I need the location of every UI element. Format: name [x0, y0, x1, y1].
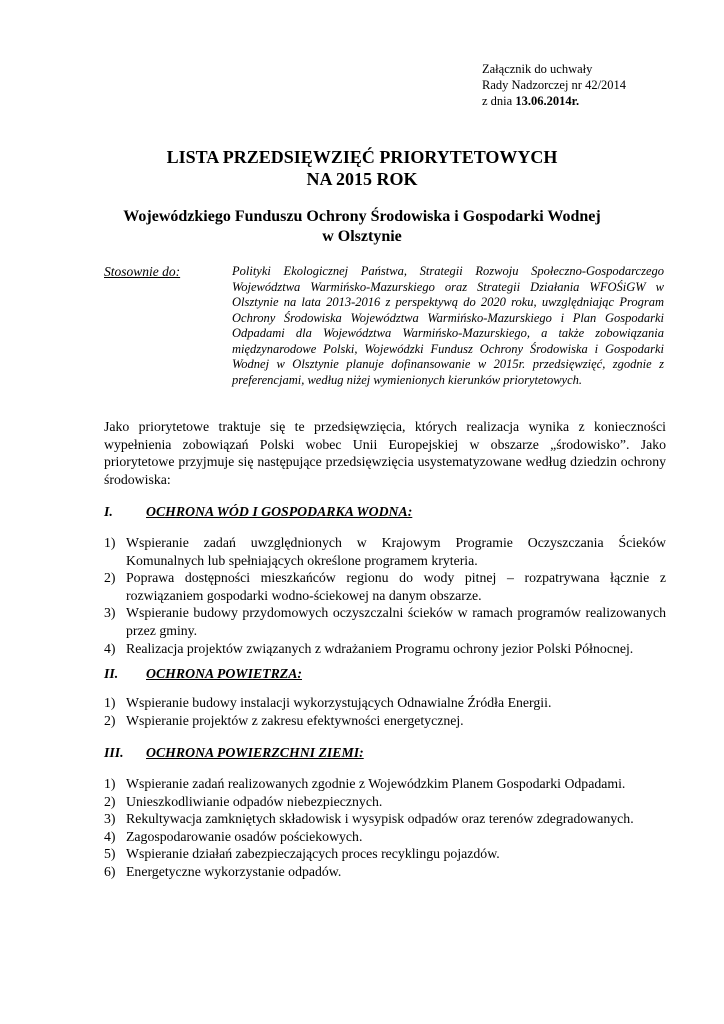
item-text: Unieszkodliwianie odpadów niebezpiecznych. [126, 793, 383, 809]
section-title: OCHRONA WÓD I GOSPODARKA WODNA: [146, 504, 413, 519]
section-list-2 [104, 694, 666, 729]
subtitle-line-1: Wojewódzkiego Funduszu Ochrony Środowiska i Gospodarki Wodnej [123, 208, 601, 225]
item-text: Wspieranie działań zabezpieczających proces recyklingu pojazdów. [126, 846, 500, 862]
item-text: Wspieranie zadań uwzględnionych w Krajowym Programie Oczyszczania Ścieków Komunalnych lub spełniających określone programem kryteria. [126, 535, 666, 568]
list-item [104, 569, 666, 604]
list-item [104, 640, 666, 658]
item-number: 4) [104, 828, 116, 844]
item-number: 2) [104, 570, 116, 586]
list-item [104, 694, 666, 712]
section-number: II. [104, 666, 119, 681]
section-number: III. [104, 745, 124, 760]
pursuant-label: Stosownie do: [104, 264, 181, 279]
list-item [104, 793, 666, 811]
annex-date: 13.06.2014r. [515, 94, 580, 108]
item-text: Realizacja projektów związanych z wdrażaniem Programu ochrony jezior Polski Północnej. [126, 640, 634, 656]
item-number: 1) [104, 535, 116, 550]
item-number: 5) [104, 846, 116, 862]
item-number: 1) [104, 776, 116, 791]
title-line-2: NA 2015 ROK [306, 169, 418, 189]
annex-line-2: Rady Nadzorczej nr 42/2014 [482, 78, 627, 92]
item-text: Wspieranie budowy instalacji wykorzystujących Odnawialne Źródła Energii. [126, 695, 552, 710]
item-number: 3) [104, 811, 116, 827]
item-text: Wspieranie zadań realizowanych zgodnie z Wojewódzkim Planem Gospodarki Odpadami. [126, 776, 626, 791]
list-item [104, 810, 666, 828]
list-item [104, 534, 666, 569]
item-number: 2) [104, 793, 116, 809]
item-number: 2) [104, 712, 116, 728]
document-subtitle [0, 207, 724, 247]
list-item [104, 863, 666, 881]
section-list-3 [104, 775, 666, 881]
section-list-1 [104, 534, 666, 657]
item-text: Rekultywacja zamkniętych składowisk i wysypisk odpadów oraz terenów zdegradowanych. [126, 811, 634, 827]
annex-line-3 [482, 93, 626, 109]
item-number: 1) [104, 695, 116, 710]
title-line-1: LISTA PRZEDSIĘWZIĘĆ PRIORYTETOWYCH [166, 147, 558, 167]
item-text: Energetyczne wykorzystanie odpadów. [126, 863, 342, 879]
section-title: OCHRONA POWIERZCHNI ZIEMI: [146, 745, 364, 760]
item-number: 3) [104, 605, 116, 621]
list-item [104, 828, 666, 846]
list-item [104, 604, 666, 639]
item-text: Poprawa dostępności mieszkańców regionu do wody pitnej – rozpatrywana łącznie z rozwiązaniem gospodarki wodno-ściekowej na danym obszarze. [126, 570, 666, 603]
policy-paragraph: Polityki Ekologicznej Państwa, Strategii Rozwoju Społeczno-Gospodarczego Województwa Warmińsko-Mazurskiego oraz Strategii Działania WFOŚiGW w Olsztynie na lata 2013-2016 z perspektywą do 2020 roku, uwzględniając Program Ochrony Środowiska Województwa Warmińsko-Mazurskiego i Plan Gospodarki Odpadami dla Województwa Warmińsko-Mazurskiego, a także zobowiązania międzynarodowe Polski, Wojewódzki Fundusz Ochrony Środowiska i Gospodarki Wodnej w Olsztynie planuje dofinansowanie w 2015r. przedsięwzięć, zgodnie z preferencjami, według niżej wymienionych kierunków priorytetowych. [232, 264, 664, 387]
annex-date-prefix: z dnia [482, 94, 516, 108]
item-text: Wspieranie projektów z zakresu efektywności energetycznej. [126, 712, 464, 728]
item-text: Zagospodarowanie osadów pościekowych. [126, 828, 363, 844]
list-item [104, 775, 666, 793]
list-item [104, 712, 666, 730]
item-number: 6) [104, 863, 116, 879]
annex-line-1: Załącznik do uchwały [482, 62, 593, 76]
section-title: OCHRONA POWIETRZA: [146, 666, 303, 681]
document-title [0, 146, 724, 190]
item-text: Wspieranie budowy przydomowych oczyszczalni ścieków w ramach programów realizowanych przez gminy. [126, 605, 666, 638]
section-number: I. [104, 504, 113, 519]
subtitle-line-2: w Olsztynie [322, 228, 402, 245]
list-item [104, 845, 666, 863]
item-number: 4) [104, 640, 116, 656]
annex-note [482, 61, 626, 109]
intro-paragraph: Jako priorytetowe traktuje się te przedsięwzięcia, których realizacja wynika z konieczności wypełnienia zobowiązań Polski wobec Unii Europejskiej w obszarze „środowisko”. Jako priorytetowe przyjmuje się następujące przedsięwzięcia usystematyzowane według dziedzin ochrony środowiska: [104, 419, 666, 487]
